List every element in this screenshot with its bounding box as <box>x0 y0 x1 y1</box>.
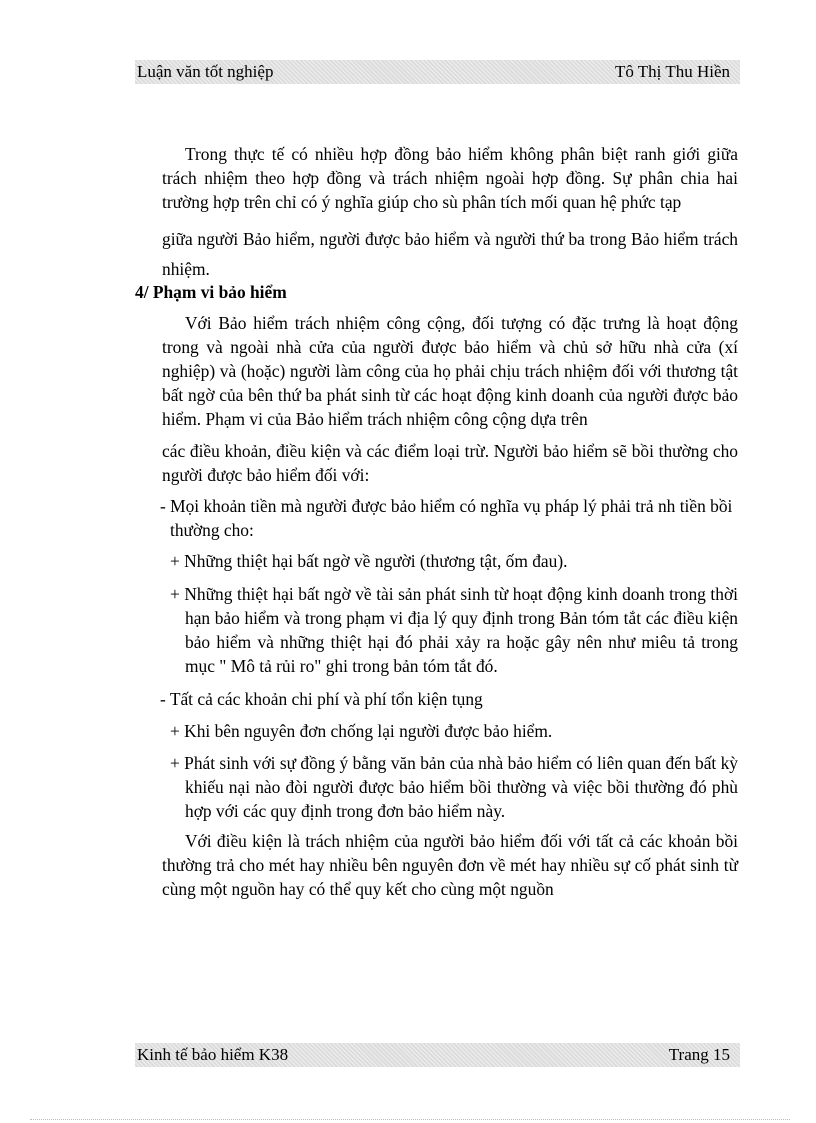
paragraph-1: Trong thực tế có nhiều hợp đồng bảo hiểm không phân biệt ranh giới giữa trách nhiệm theo hợp đồng và trách nhiệm ngoài hợp đồng. Sự phân chia hai trường hợp trên chỉ có ý nghĩa giúp cho sù phân tích mối quan hệ phức tạp <box>162 144 738 212</box>
section-heading: 4/ Phạm vi bảo hiểm <box>135 282 287 302</box>
list-item-plus-3: + Khi bên nguyên đơn chống lại người được bảo hiểm. <box>170 721 553 741</box>
header-title: Luận văn tốt nghiệp <box>137 62 274 81</box>
page-header <box>135 60 740 84</box>
header-author: Tô Thị Thu Hiền <box>614 62 730 81</box>
list-item-plus-1: + Những thiệt hại bất ngờ về người (thương tật, ốm đau). <box>170 551 568 571</box>
list-item-plus-2: + Những thiệt hại bất ngờ về tài sản phát sinh từ hoạt động kinh doanh trong thời hạn bảo hiểm và trong phạm vi địa lý quy định trong Bản tóm tắt các điều kiện bảo hiểm và những thiệt hại đó phải xảy ra hoặc gây nên như miêu tả trong mục " Mô tả rủi ro" ghi trong bản tóm tắt đó. <box>170 584 738 676</box>
footer-page-number: Trang 15 <box>668 1045 730 1064</box>
page-footer <box>135 1043 740 1067</box>
paragraph-3: Với điều kiện là trách nhiệm của người bảo hiểm đối với tất cả các khoản bồi thường trả cho mét hay nhiều bên nguyên đơn về mét hay nhiều sự cố phát sinh từ cùng một nguồn hay có thể quy kết cho cùng một nguồn <box>162 831 738 899</box>
paragraph-2-continued: các điều khoản, điều kiện và các điểm loại trừ. Người bảo hiểm sẽ bồi thường cho người được bảo hiểm đối với: <box>162 441 738 485</box>
page-break-divider <box>30 1119 790 1120</box>
list-item-dash-2: - Tất cả các khoản chi phí và phí tổn kiện tụng <box>160 689 483 709</box>
list-item-plus-4: + Phát sinh với sự đồng ý bằng văn bản của nhà bảo hiểm có liên quan đến bất kỳ khiếu nại nào đòi người được bảo hiểm bồi thường và việc bồi thường đó phù hợp với các quy định trong đơn bảo hiểm này. <box>170 753 738 821</box>
paragraph-1-continued: giữa người Bảo hiểm, người được bảo hiểm và người thứ ba trong Bảo hiểm trách nhiệm. <box>162 229 738 279</box>
paragraph-2: Với Bảo hiểm trách nhiệm công cộng, đối tượng có đặc trưng là hoạt động trong và ngoài nhà cửa của người được bảo hiểm và chủ sở hữu nhà cửa (xí nghiệp) và (hoặc) người làm công của họ phải chịu trách nhiệm đối với thương tật bất ngờ của bên thứ ba phát sinh từ các hoạt động kinh doanh của người được bảo hiểm. Phạm vi của Bảo hiểm trách nhiệm công cộng dựa trên <box>162 313 738 429</box>
list-item-dash-1: - Mọi khoản tiền mà người được bảo hiểm có nghĩa vụ pháp lý phải trả nh tiền bồi thường cho: <box>160 496 733 540</box>
footer-course: Kinh tế bảo hiểm K38 <box>137 1045 289 1064</box>
